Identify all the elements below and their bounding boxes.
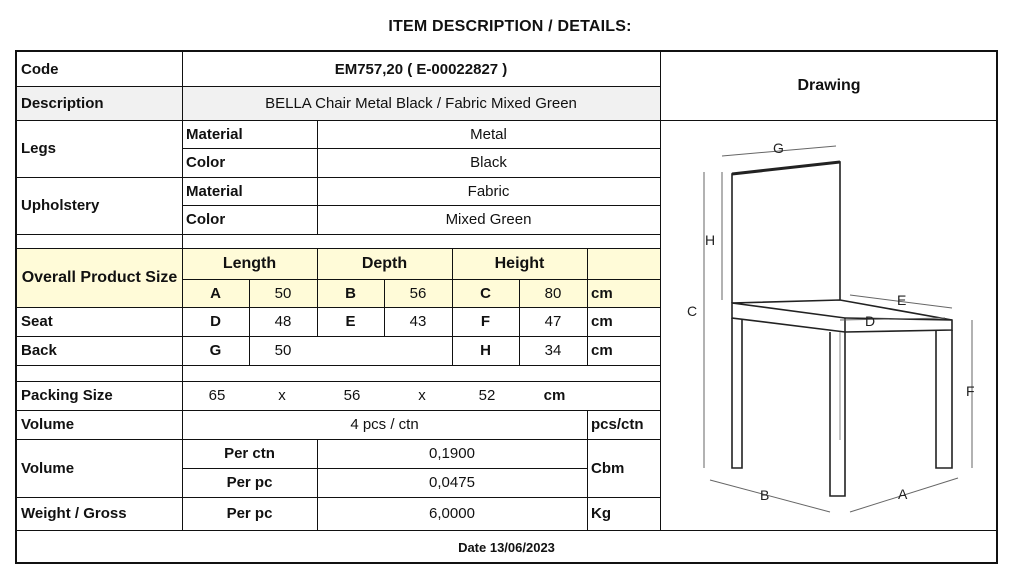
- upholstery-color-value: Mixed Green: [445, 211, 532, 228]
- back-label: Back: [21, 342, 57, 359]
- dim-b-value: 56: [384, 279, 452, 307]
- drawing-title: Drawing: [797, 77, 861, 94]
- seat-label: Seat: [21, 313, 53, 330]
- overall-size-label: Overall Product Size: [17, 248, 182, 307]
- height-header: Height: [452, 248, 587, 279]
- weight-per-pc-label: Per pc: [226, 505, 273, 522]
- upholstery-label: Upholstery: [21, 197, 100, 214]
- dim-c-value: 80: [519, 279, 587, 307]
- unit-header-empty: [587, 248, 660, 279]
- volume-pcs-value: 4 pcs / ctn: [350, 416, 419, 433]
- dim-c-label: C: [452, 279, 519, 307]
- label-c: C: [687, 303, 698, 319]
- dim-e-label: E: [345, 313, 356, 330]
- dimension-lines: [704, 146, 972, 512]
- legs-label: Legs: [21, 140, 57, 157]
- dim-e-value: 43: [409, 313, 427, 330]
- dim-g-label: G: [209, 342, 222, 359]
- dim-a-label: A: [182, 279, 249, 307]
- dim-f-label: F: [480, 313, 491, 330]
- label-e: E: [897, 292, 907, 308]
- label-h: H: [705, 232, 716, 248]
- packing-length: 65: [208, 387, 226, 404]
- packing-x-2: x: [418, 387, 426, 404]
- weight-label: Weight / Gross: [21, 505, 127, 522]
- description-label: Description: [17, 86, 182, 120]
- dim-h-value: 34: [544, 342, 562, 359]
- volume-pcs-label: Volume: [21, 416, 75, 433]
- dim-a-value: 50: [249, 279, 317, 307]
- dim-d-value: 48: [274, 313, 292, 330]
- volume-pcs-unit: pcs/ctn: [591, 416, 644, 433]
- volume-cbm-unit: Cbm: [591, 459, 625, 477]
- per-ctn-value: 0,1900: [429, 445, 475, 462]
- label-d: D: [865, 313, 876, 329]
- dim-b-label: B: [317, 279, 384, 307]
- legs-color-value: Black: [470, 154, 507, 171]
- weight-value: 6,0000: [429, 505, 475, 522]
- per-ctn-label: Per ctn: [224, 445, 275, 462]
- packing-width: 56: [343, 387, 361, 404]
- item-details-table: [15, 50, 998, 564]
- label-a: A: [898, 486, 908, 502]
- back-unit: cm: [591, 342, 613, 359]
- legs-color-label: Color: [186, 154, 226, 171]
- date-footer: Date 13/06/2023: [458, 539, 555, 555]
- label-b: B: [760, 487, 770, 503]
- legs-material-value: Metal: [470, 125, 507, 143]
- depth-header: Depth: [317, 248, 452, 279]
- upholstery-color-label: Color: [186, 211, 226, 228]
- dim-d-label: D: [210, 313, 221, 330]
- dim-g-value: 50: [274, 342, 292, 359]
- label-g: G: [773, 140, 784, 156]
- packing-size-label: Packing Size: [21, 387, 113, 404]
- dim-f-value: 47: [544, 313, 562, 330]
- code-label: Code: [21, 60, 59, 78]
- per-pc-label: Per pc: [226, 474, 273, 491]
- label-f: F: [966, 383, 975, 399]
- packing-height: 52: [478, 387, 496, 404]
- dim-h-label: H: [480, 342, 491, 359]
- page-title: ITEM DESCRIPTION / DETAILS:: [388, 18, 632, 35]
- code-value: EM757,20 ( E-00022827 ): [334, 60, 508, 78]
- volume-cbm-label: Volume: [21, 459, 75, 477]
- packing-unit: cm: [543, 387, 566, 404]
- chair-drawing-svg: [660, 120, 998, 530]
- chair-drawing: [660, 120, 998, 530]
- chair-outline: [732, 162, 952, 496]
- overall-unit: cm: [587, 279, 660, 307]
- per-pc-value: 0,0475: [429, 474, 475, 491]
- seat-unit: cm: [591, 313, 613, 330]
- length-header: Length: [182, 248, 317, 279]
- packing-x-1: x: [278, 387, 286, 404]
- description-value: BELLA Chair Metal Black / Fabric Mixed Green: [182, 86, 660, 120]
- legs-material-label: Material: [186, 125, 243, 143]
- upholstery-material-label: Material: [186, 182, 243, 200]
- weight-unit: Kg: [591, 505, 611, 522]
- upholstery-material-value: Fabric: [467, 182, 510, 200]
